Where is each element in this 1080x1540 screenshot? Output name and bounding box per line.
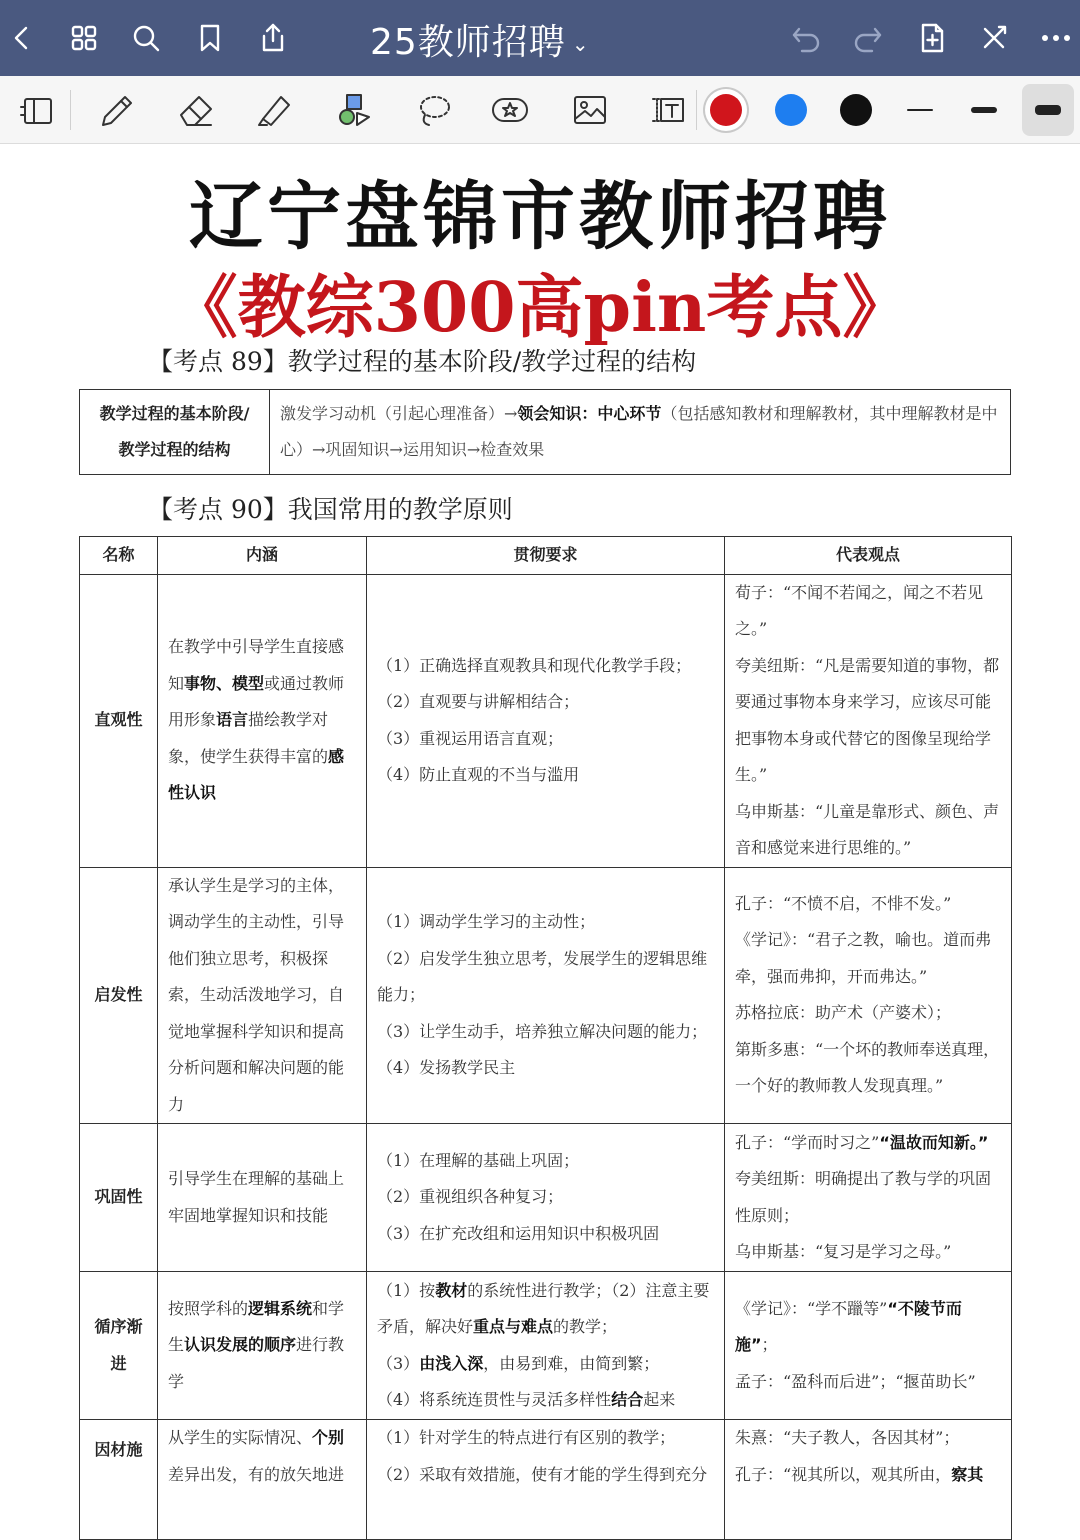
principle-name: 巩固性 xyxy=(80,1124,158,1272)
color-swatch-blue[interactable] xyxy=(775,94,807,126)
lasso-icon[interactable] xyxy=(408,84,460,136)
sticker-icon[interactable] xyxy=(484,84,536,136)
close-icon[interactable] xyxy=(974,18,1014,58)
text-segment: 激发学习动机（引起心理准备）→ xyxy=(280,403,518,423)
name-line-1: 循序渐 xyxy=(94,1317,143,1336)
table-89 xyxy=(79,389,1011,475)
stroke-width-medium[interactable] xyxy=(958,84,1010,136)
text-segment: （3） xyxy=(377,1353,420,1373)
app-bar xyxy=(0,0,1080,76)
pen-icon[interactable] xyxy=(90,84,142,136)
principle-views xyxy=(725,574,1012,867)
text-bold: 察其 xyxy=(951,1464,984,1484)
table-90 xyxy=(79,536,1012,1540)
principle-views xyxy=(725,1272,1012,1420)
text-icon[interactable] xyxy=(640,84,692,136)
view-item: 朱熹：“夫子教人，各因其材”； xyxy=(735,1428,960,1447)
text-bold: 结合 xyxy=(611,1390,644,1409)
color-swatch-black[interactable] xyxy=(840,94,872,126)
text-segment: （包括感知教材和理解教材，其中理解教材 xyxy=(661,403,966,423)
text-segment: 进行教学 xyxy=(168,1335,345,1391)
requirement-item: （4）防止直观的不当与滥用 xyxy=(377,765,580,784)
view-item: 荀子：“不闻不若闻之，闻之不若见之。” xyxy=(735,582,984,638)
text-bold: 重点与难点 xyxy=(473,1317,554,1336)
requirement-item: （2）直观要与讲解相结合； xyxy=(377,692,580,711)
text-bold: “不陵节而施” xyxy=(735,1298,962,1355)
table-row xyxy=(80,1420,1012,1540)
principle-meaning: 承认学生是学习的主体，调动学生的主动性，引导他们独立思考，积极探索，生动活泼地学习，自觉地掌握科学知识和提高分析问题和解决问题的能力 xyxy=(158,867,367,1124)
back-icon[interactable] xyxy=(2,18,42,58)
label-line-2: 教学过程的结构 xyxy=(118,440,231,459)
stroke-width-thin[interactable] xyxy=(894,84,946,136)
requirement-item: （3）重视运用语言直观； xyxy=(377,728,564,748)
principle-views xyxy=(725,1420,1012,1540)
text-segment: （1）按 xyxy=(377,1280,436,1300)
text-segment: ，由易到难，由简到繁； xyxy=(483,1353,660,1373)
text-segment: 是中心）→巩固知识→运用知识→检查效果 xyxy=(280,403,998,459)
requirement-item: （1）正确选择直观教具和现代化教学手段； xyxy=(377,655,692,675)
view-item: 孔子：“不愤不启，不悱不发。” xyxy=(735,893,952,913)
requirement-item: （4）发扬教学民主 xyxy=(377,1058,516,1077)
principle-meaning: 引导学生在理解的基础上牢固地掌握知识和技能 xyxy=(158,1124,367,1272)
toolbar-divider xyxy=(70,90,71,130)
view-item: 乌申斯基：“儿童是靠形式、颜色、声音和感觉来进行思维的。” xyxy=(735,801,1000,857)
principle-requirements xyxy=(367,1272,725,1420)
text-segment: 孔子：“视其所以，观其所由， xyxy=(735,1464,952,1484)
text-segment: ； xyxy=(761,1335,778,1355)
table-row xyxy=(80,1124,1012,1272)
text-segment: 《学记》：“学不躐等” xyxy=(735,1298,888,1318)
text-bold: 语言 xyxy=(216,710,249,730)
table-89-label xyxy=(80,390,270,475)
add-page-icon[interactable] xyxy=(912,18,952,58)
requirement-item: （3）让学生动手，培养独立解决问题的能力； xyxy=(377,1021,708,1041)
text-bold: 领会知识：中心环节 xyxy=(517,403,662,423)
principle-requirements xyxy=(367,1420,725,1540)
requirement-item: （2）重视组织各种复习； xyxy=(377,1187,564,1207)
header-meaning: 内涵 xyxy=(158,537,367,575)
text-segment: 从学生的实际情况、 xyxy=(168,1428,313,1447)
view-item: 夸美纽斯：明确提出了教与学的巩固性原则； xyxy=(735,1169,992,1225)
stroke-width-thick[interactable] xyxy=(1022,84,1074,136)
view-item: 《学记》：“君子之教，喻也。道而弗牵，强而弗抑，开而弗达。” xyxy=(735,930,992,986)
section-heading-90: 【考点 90】我国常用的教学原则 xyxy=(148,495,513,524)
view-item xyxy=(735,1291,1001,1364)
share-icon[interactable] xyxy=(253,18,293,58)
table-row xyxy=(80,1272,1012,1420)
principle-requirements xyxy=(367,867,725,1124)
principle-requirements xyxy=(367,574,725,867)
drawing-toolbar xyxy=(0,76,1080,144)
more-icon[interactable] xyxy=(1036,18,1076,58)
principle-name xyxy=(80,1272,158,1420)
text-segment: 按照学科的 xyxy=(168,1298,249,1318)
principle-name: 因材施 xyxy=(80,1420,158,1540)
highlighter-icon[interactable] xyxy=(248,84,300,136)
text-segment: （4）将系统连贯性与灵活多样性 xyxy=(377,1390,612,1409)
text-segment: 在教学中引导学生直接感知 xyxy=(168,637,345,693)
view-item: 苏格拉底：助产术（产婆术）； xyxy=(735,1003,952,1023)
text-bold: 由浅入深 xyxy=(419,1353,484,1373)
text-segment: 或通过教师用形象 xyxy=(168,673,345,730)
requirement-item: （2）启发学生独立思考，发展学生的逻辑思维能力； xyxy=(377,948,708,1004)
header-requirements: 贯彻要求 xyxy=(367,537,725,575)
undo-icon[interactable] xyxy=(786,18,826,58)
view-item xyxy=(735,1125,1001,1162)
requirement-item: （1）针对学生的特点进行有区别的教学； xyxy=(377,1428,676,1447)
document-main-title: 辽宁盘锦市教师招聘 xyxy=(189,174,891,260)
view-item: 乌申斯基：“复习是学习之母。” xyxy=(735,1242,952,1261)
text-segment: 的系统性进行教学；（2）注意主要矛盾，解决好 xyxy=(377,1280,710,1336)
shapes-icon[interactable] xyxy=(328,84,380,136)
requirement-item xyxy=(377,1346,714,1383)
requirement-item xyxy=(377,1382,714,1419)
text-bold: 事物、模型 xyxy=(184,673,265,693)
view-item: 夸美纽斯：“凡是需要知道的事物，都要通过事物本身来学习，应该尽可能把事物本身或代替它的图像呈现给学生。” xyxy=(735,655,1000,784)
principle-meaning xyxy=(158,574,367,867)
eraser-icon[interactable] xyxy=(170,84,222,136)
search-icon[interactable] xyxy=(126,18,166,58)
view-item: 第斯多惠：“一个坏的教师奉送真理，一个好的教师教人发现真理。” xyxy=(735,1039,1000,1096)
text-segment: 的教学； xyxy=(553,1317,618,1336)
requirement-item: （2）采取有效措施，使有才能的学生得到充分 xyxy=(377,1464,708,1484)
principle-name: 直观性 xyxy=(80,574,158,867)
grid-icon[interactable] xyxy=(64,18,104,58)
text-bold: 逻辑系统 xyxy=(248,1298,313,1318)
text-bold: “温故而知新。” xyxy=(879,1132,989,1152)
principle-name: 启发性 xyxy=(80,867,158,1124)
bookmark-icon[interactable] xyxy=(190,18,230,58)
requirement-item xyxy=(377,1273,714,1346)
text-bold: 感性认识 xyxy=(168,746,345,803)
principle-meaning xyxy=(158,1272,367,1420)
view-item xyxy=(735,1457,1001,1494)
requirement-item: （1）调动学生学习的主动性； xyxy=(377,912,596,931)
view-item: 孟子：“盈科而后进”；“揠苗助长” xyxy=(735,1371,976,1391)
table-row xyxy=(80,574,1012,867)
label-line-1: 教学过程的基本阶段/ xyxy=(99,403,250,423)
principle-views xyxy=(725,867,1012,1124)
title-chevron-icon: ⌄ xyxy=(571,32,590,56)
principle-requirements xyxy=(367,1124,725,1272)
table-row xyxy=(80,867,1012,1124)
section-heading-89: 【考点 89】教学过程的基本阶段/教学过程的结构 xyxy=(148,347,697,376)
header-name: 名称 xyxy=(80,537,158,575)
text-segment: 孔子：“学而时习之” xyxy=(735,1132,880,1152)
image-icon[interactable] xyxy=(564,84,616,136)
table-header-row xyxy=(80,537,1012,575)
text-segment: 差异出发，有的放矢地进 xyxy=(168,1464,345,1484)
principle-meaning xyxy=(158,1420,367,1540)
name-line-2: 进 xyxy=(110,1353,127,1373)
document-title[interactable]: 25教师招聘 ⌄ xyxy=(370,22,590,63)
text-segment: 起来 xyxy=(643,1390,676,1409)
text-bold: 教材 xyxy=(435,1280,468,1300)
header-views: 代表观点 xyxy=(725,537,1012,575)
text-segment: 描绘教学对象，使学生获得丰富的 xyxy=(168,710,329,766)
layout-icon[interactable] xyxy=(12,84,64,136)
requirement-item: （1）在理解的基础上巩固； xyxy=(377,1150,580,1170)
text-segment: 和学生 xyxy=(168,1298,345,1355)
principle-views xyxy=(725,1124,1012,1272)
document-subtitle: 《教综300高pin考点》 xyxy=(169,268,911,348)
text-bold: 认识发展的顺序 xyxy=(184,1335,297,1355)
toolbar-divider xyxy=(696,90,697,130)
color-swatch-red[interactable] xyxy=(710,94,742,126)
redo-icon[interactable] xyxy=(848,18,888,58)
table-89-content xyxy=(270,390,1011,475)
requirement-item: （3）在扩充改组和运用知识中积极巩固 xyxy=(377,1223,660,1243)
text-bold: 个别 xyxy=(312,1428,345,1447)
